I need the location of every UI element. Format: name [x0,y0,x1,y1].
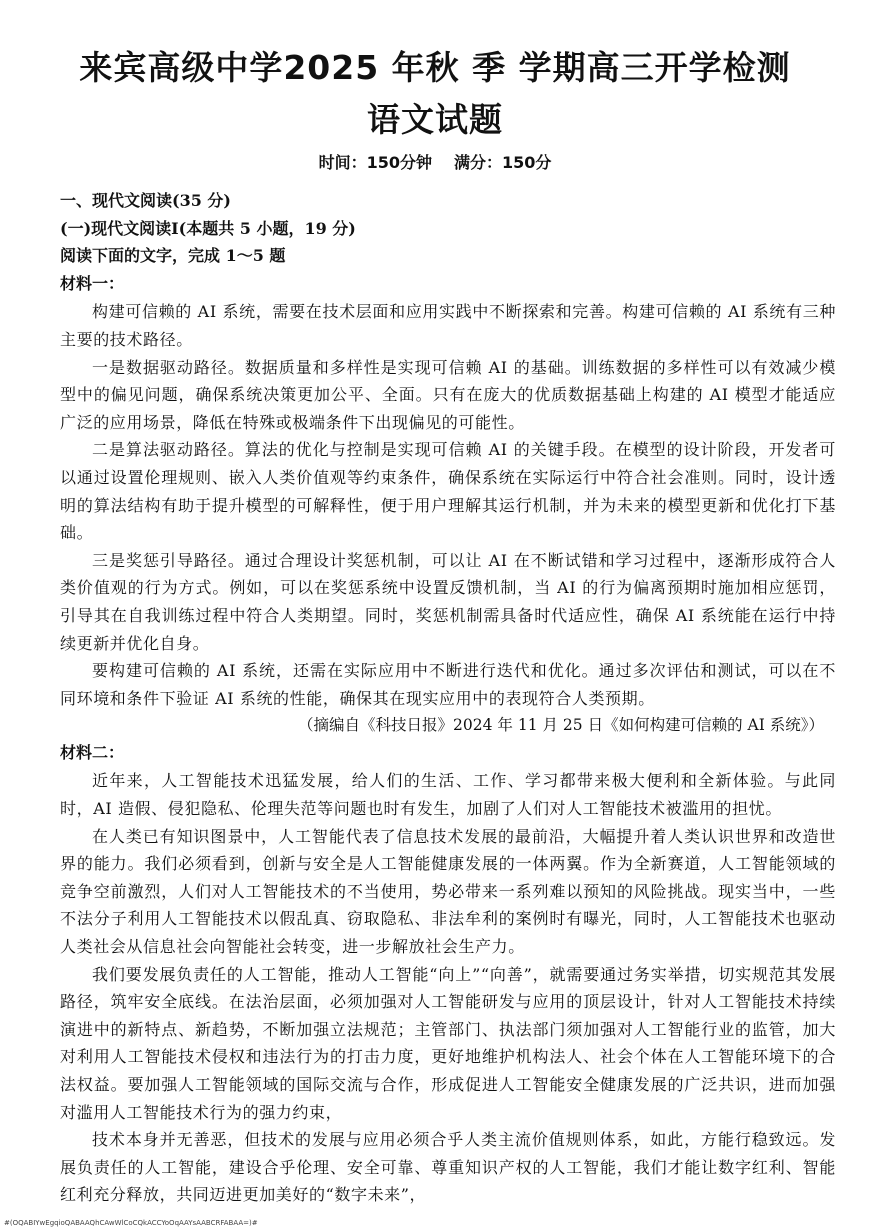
exam-title: 来宾高级中学2025 年秋 季 学期高三开学检测 [79,48,791,87]
material2-label: 材料二： [60,742,125,762]
material1-paragraph: 二是算法驱动路径。算法的优化与控制是实现可信赖 AI 的关键手段。在模型的设计阶段，开发者可以通过设置伦理规则、嵌入人类价值观等约束条件，确保系统在实际运行中符合社会准则。同时，设计透明的算法结构有助于提升模型的可解释性，便于用户理解其运行机制，并为未来的模型更新和优化打下基础。 [60,440,836,543]
material1-paragraph: 构建可信赖的 AI 系统，需要在技术层面和应用实践中不断探索和完善。构建可信赖的 AI 系统有三种主要的技术路径。 [60,302,836,349]
material2-paragraph: 在人类已有知识图景中，人工智能代表了信息技术发展的最前沿，大幅提升着人类认识世界和改造世界的能力。我们必须看到，创新与安全是人工智能健康发展的一体两翼。作为全新赛道，人工智能领域的竞争空前激烈，人们对人工智能技术的不当使用，势必带来一系列难以预知的风险挑战。现实当中，一些不法分子利用人工智能技术以假乱真、窃取隐私、非法牟利的案例时有曝光，同时，人工智能技术也驱动人类社会从信息社会向智能社会转变，进一步解放社会生产力。 [60,826,836,957]
material1-paragraph: 一是数据驱动路径。数据质量和多样性是实现可信赖 AI 的基础。训练数据的多样性可以有效减少模型中的偏见问题，确保系统决策更加公平、全面。只有在庞大的优质数据基础上构建的 AI 模型才能适应广泛的应用场景，降低在特殊或极端条件下出现偏见的可能性。 [60,357,836,432]
exam-meta [0,150,870,173]
material2-paragraph: 技术本身并无善恶，但技术的发展与应用必须合乎人类主流价值规则体系，如此，方能行稳致远。发展负责任的人工智能，建设合乎伦理、安全可靠、尊重知识产权的人工智能，我们才能让数字红利、智能红利充分释放，共同迈进更加美好的“数字未来”， [60,1130,836,1205]
exam-time: 时间：150分钟 [318,153,432,172]
material2-paragraph: 近年来，人工智能技术迅猛发展，给人们的生活、工作、学习都带来极大便利和全新体验。与此同时，AI 造假、侵犯隐私、伦理失范等问题也时有发生，加剧了人们对人工智能技术被滥用的担忧。 [60,771,836,819]
reading-section [60,188,836,1209]
material2-paragraph: 我们要发展负责任的人工智能，推动人工智能“向上”“向善”，就需要通过务实举措，切实规范其发展路径，筑牢安全底线。在法治层面，必须加强对人工智能研发与应用的顶层设计，针对人工智能技术持续演进中的新特点、新趋势，不断加强立法规范；主管部门、执法部门须加强对人工智能行业的监管，加大对利用人工智能技术侵权和违法行为的打击力度，更好地维护机构法人、社会个体在人工智能环境下的合法权益。要加强人工智能领域的国际交流与合作，形成促进人工智能安全健康发展的广泛共识，进而加强对滥用人工智能技术行为的强力约束， [60,964,836,1122]
material1-label: 材料一： [60,273,125,293]
section-instruction: 阅读下面的文字，完成 1～5 题 [60,246,286,266]
section-subheading: (一)现代文阅读Ⅰ(本题共 5 小题，19 分) [60,218,356,238]
material1-paragraph: 要构建可信赖的 AI 系统，还需在实际应用中不断进行迭代和优化。通过多次评估和测试，可以在不同环境和条件下验证 AI 系统的性能，确保其在现实应用中的表现符合人类预期。 [60,661,836,708]
section-heading: 一、现代文阅读(35 分) [60,191,231,210]
material1-source: （摘编自《科技日报》2024 年 11 月 25 日《如何构建可信赖的 AI 系统》） [298,716,824,735]
material1-paragraph: 三是奖惩引导路径。通过合理设计奖惩机制，可以让 AI 在不断试错和学习过程中，逐渐形成符合人类价值观的行为方式。例如，可以在奖惩系统中设置反馈机制，当 AI 的行为偏离预期时施加相应惩罚，引导其在自我训练过程中符合人类期望。同时，奖惩机制需具备时代适应性，确保 AI 系统能在运行中持续更新并优化自身。 [60,550,836,653]
exam-score: 满分：150分 [454,153,552,172]
footer-watermark: #(OQABIYwEgqioQABAAQhCAwWlCoCQkACCYoOqAAYsAABCRFABAA=)# [4,1219,258,1227]
exam-subject-title: 语文试题 [367,100,503,139]
